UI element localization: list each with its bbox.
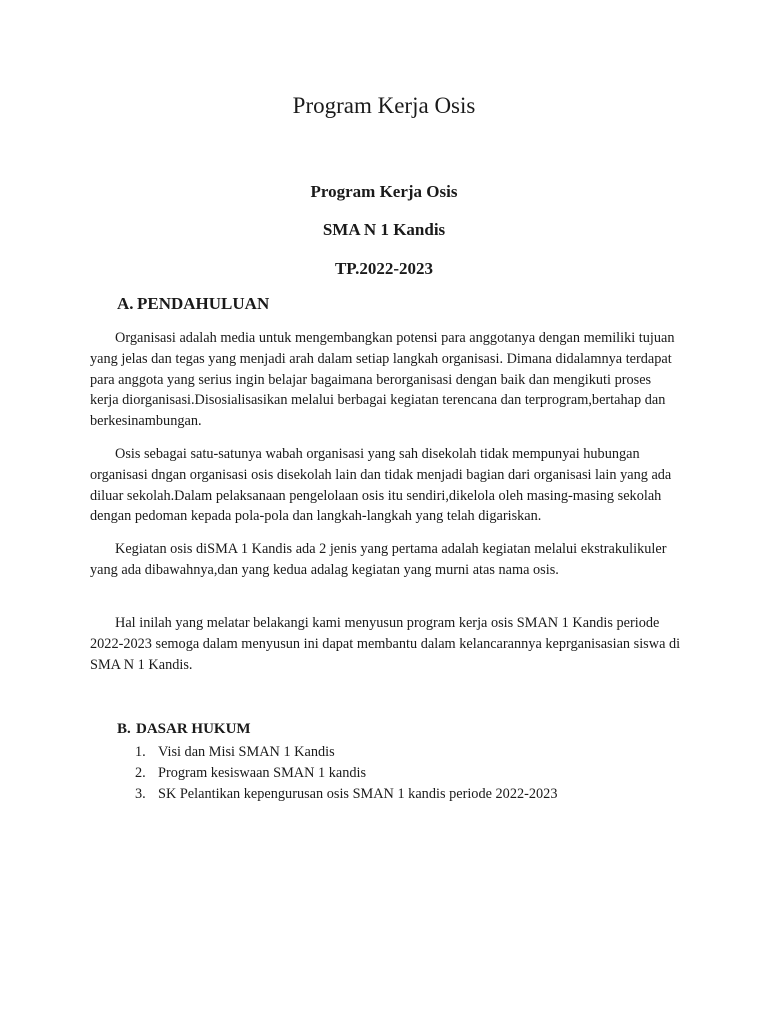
paragraph-osis: Osis sebagai satu-satunya wabah organisasi yang sah disekolah tidak mempunyai hubungan organisasi dngan organisasi osis disekolah lain dan tidak menjadi bagian dari organisasi lain yang ada diluar sekolah.Dalam pelaksanaan pengelolaan osis itu sendiri,dikelola oleh masing-masing sekolah dengan pedoman kepada pola-pola dan langkah-langkah yang telah digariskan. xyxy=(90,446,672,525)
paragraph-organisasi: Organisasi adalah media untuk mengembangkan potensi para anggotanya dengan memiliki tujuan yang jelas dan tegas yang menjadi arah dalam setiap langkah organisasi. Dimana didalamnya terdapat para anggota yang serius ingin belajar bagaimana berorganisasi dengan baik dan mengikuti proses kerja diorganisasi.Disosialisasikan melalui berbagai kegiatan terencana dan terprogram,bertahap dan berkesinambungan. xyxy=(90,330,675,430)
section-b-title: DASAR HUKUM xyxy=(136,721,251,737)
section-a-title: PENDAHULUAN xyxy=(137,294,270,313)
list-item-number: 2. xyxy=(135,764,146,781)
section-b-heading xyxy=(117,721,251,738)
list-item xyxy=(135,784,557,805)
section-a-heading xyxy=(117,294,269,314)
list-item-number: 3. xyxy=(135,785,146,802)
subtitle-program: Program Kerja Osis xyxy=(310,182,458,201)
list-item-text: SK Pelantikan kepengurusan osis SMAN 1 kandis periode 2022-2023 xyxy=(158,785,558,802)
subtitle-year: TP.2022-2023 xyxy=(334,259,434,278)
section-a-number: A. xyxy=(117,294,134,313)
list-item xyxy=(135,742,557,763)
list-item-text: Visi dan Misi SMAN 1 Kandis xyxy=(158,744,335,760)
list-item-text: Program kesiswaan SMAN 1 kandis xyxy=(158,764,367,781)
section-b-number: B. xyxy=(117,721,131,737)
subtitle-school: SMA N 1 Kandis xyxy=(322,220,446,239)
list-item-number: 1. xyxy=(135,744,146,760)
legal-basis-list xyxy=(135,742,557,804)
document-title: Program Kerja Osis xyxy=(292,93,476,118)
list-item xyxy=(135,763,557,784)
paragraph-latar-belakang: Hal inilah yang melatar belakangi kami menyusun program kerja osis SMAN 1 Kandis periode 2022-2023 semoga dalam menyusun ini dapat membantu dalam kelancarannya keprganisasian siswa di SMA N 1 Kandis. xyxy=(90,615,681,673)
paragraph-kegiatan: Kegiatan osis diSMA 1 Kandis ada 2 jenis yang pertama adalah kegiatan melalui ekstrakulikuler yang ada dibawahnya,dan yang kedua adalag kegiatan yang murni atas nama osis. xyxy=(90,541,667,578)
